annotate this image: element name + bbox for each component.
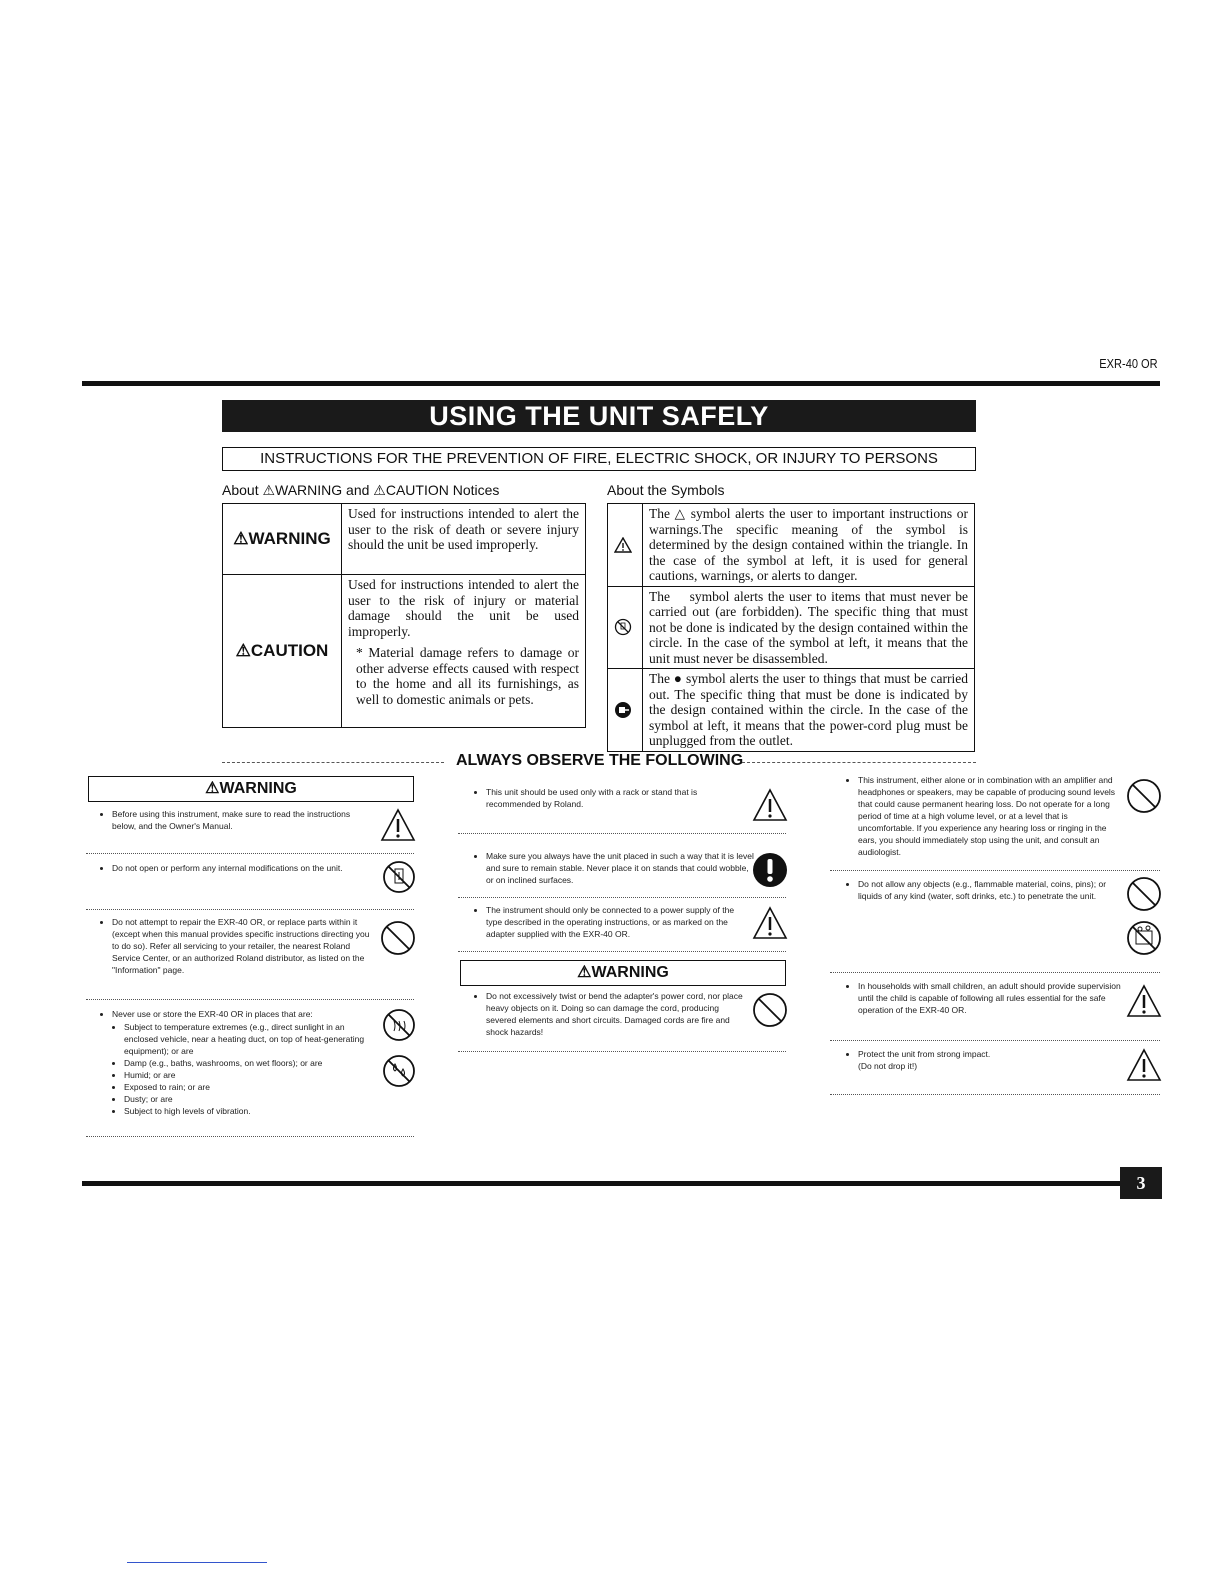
- caution-triangle-icon: ⚠: [235, 641, 251, 660]
- middle-item-4: [470, 990, 750, 1038]
- warning-label: WARNING: [248, 529, 331, 548]
- left-item-4-sub: • Subject to high levels of vibration.: [124, 1105, 376, 1117]
- no-foreign-objects-icon: [1126, 920, 1162, 956]
- symbol-dot-cell: [608, 669, 643, 752]
- warning-description: Used for instructions intended to alert the user to the risk of death or severe injury should the unit be used improperly.: [342, 504, 586, 575]
- caution-triangle-icon: [752, 788, 788, 822]
- left-item-4-sub: • Dusty; or are: [124, 1093, 376, 1105]
- left-warning-box: [88, 776, 414, 802]
- right-item-3: [842, 980, 1122, 1016]
- middle-item-1: [470, 786, 750, 810]
- left-divider-2: [86, 909, 414, 910]
- left-item-4-sub: • Subject to temperature extremes (e.g., direct sunlight in an enclosed vehicle, near a heating duct, on top of heat-generating equipment); or are: [124, 1021, 376, 1057]
- prohibited-icon: [1126, 876, 1162, 912]
- page-title: USING THE UNIT SAFELY: [222, 400, 976, 432]
- middle-item-3-text: • The instrument should only be connected to a power supply of the type described in the operating instructions, or as marked on the adapter supplied with the EXR-40 OR.: [486, 904, 750, 940]
- divider-left: [222, 762, 444, 763]
- left-item-3-text: • Do not attempt to repair the EXR-40 OR, or replace parts within it (except when this manual provides specific instructions directing you to do so). Refer all servicing to your retailer, the nearest Roland Service Center, or an authorized Roland distributor, as listed on the "Information" page.: [112, 916, 374, 976]
- left-divider-3: [86, 999, 414, 1000]
- left-item-1-text: • Before using this instrument, make sure to read the instructions below, and the Owner's Manual.: [112, 808, 368, 832]
- left-warning-label: WARNING: [219, 780, 297, 797]
- left-item-2-text: • Do not open or perform any internal modifications on the unit.: [112, 862, 368, 874]
- right-item-4: [842, 1048, 1122, 1072]
- warning-label-cell: [223, 504, 342, 575]
- symbols-table: [607, 503, 975, 752]
- left-divider-1: [86, 853, 414, 854]
- left-item-4: [96, 1008, 376, 1117]
- right-divider-3: [830, 1040, 1160, 1041]
- symbols-heading: About the Symbols: [607, 482, 725, 498]
- middle-item-2-text: • Make sure you always have the unit placed in such a way that it is level and sure to remain stable. Never place it on stands that could wobble, or on inclined surfaces.: [486, 850, 754, 886]
- page-subtitle: INSTRUCTIONS FOR THE PREVENTION OF FIRE, ELECTRIC SHOCK, OR INJURY TO PERSONS: [222, 447, 976, 471]
- middle-item-1-text: • This unit should be used only with a rack or stand that is recommended by Roland.: [486, 786, 750, 810]
- right-item-3-text: • In households with small children, an adult should provide supervision until the child is capable of following all rules essential for the safe operation of the EXR-40 OR.: [858, 980, 1122, 1016]
- left-item-4-intro: • Never use or store the EXR-40 OR in places that are:: [112, 1008, 376, 1020]
- left-item-2: [96, 862, 368, 874]
- middle-divider-4: [458, 1051, 786, 1052]
- left-item-3: [96, 916, 374, 976]
- symbol-triangle-text: The △ symbol alerts the user to important instructions or warnings.The specific meaning of the symbol is determined by the design contained within the triangle. In the case of the symbol at left, it is used for general cautions, warnings, or alerts to danger.: [643, 504, 975, 587]
- model-name: EXR-40 OR: [1099, 356, 1158, 371]
- symbol-dot-text: The ● symbol alerts the user to things that must be carried out. The specific thing that must be done is indicated by the design contained within the circle. In the case of the symbol at left, it means that the power-cord plug must be unplugged from the outlet.: [643, 669, 975, 752]
- warning-triangle-icon: ⚠: [233, 529, 249, 548]
- middle-divider-1: [458, 833, 786, 834]
- middle-divider-3: [458, 951, 786, 952]
- warning-triangle-icon: ⚠: [577, 964, 592, 981]
- top-rule: [82, 381, 1160, 386]
- warning-triangle-icon: ⚠: [205, 780, 220, 797]
- middle-warning-label: WARNING: [591, 964, 669, 981]
- right-item-1-text: • This instrument, either alone or in combination with an amplifier and headphones or speakers, may be capable of producing sound levels that could cause permanent hearing loss. Do not operate for a long period of time at a high volume level, or at a level that is uncomfortable. If you experience any hearing loss or ringing in the ears, you should immediately stop using the unit, and consult an audiologist.: [858, 774, 1122, 858]
- left-item-4-sub: • Exposed to rain; or are: [124, 1081, 376, 1093]
- notices-heading: About ⚠WARNING and ⚠CAUTION Notices: [222, 482, 500, 498]
- prohibited-icon: [380, 920, 416, 956]
- bottom-rule: [82, 1181, 1122, 1186]
- mandatory-action-icon: [752, 852, 788, 888]
- middle-item-4-text: • Do not excessively twist or bend the adapter's power cord, nor place heavy objects on it. Doing so can damage the cord, producing severed elements and short circuits. Damaged cords are fire and shock hazards!: [486, 990, 750, 1038]
- middle-warning-box: [460, 960, 786, 986]
- right-item-2-text: • Do not allow any objects (e.g., flammable material, coins, pins); or liquids of any kind (water, soft drinks, etc.) to penetrate the unit.: [858, 878, 1122, 902]
- caution-triangle-icon: [380, 808, 416, 842]
- caution-description: Used for instructions intended to alert the user to the risk of injury or material damage should the unit be used improperly.: [348, 577, 579, 639]
- left-item-4-sub: • Damp (e.g., baths, washrooms, on wet floors); or are: [124, 1057, 376, 1069]
- right-item-1: [842, 774, 1122, 858]
- prohibited-icon: [752, 992, 788, 1028]
- caution-triangle-icon: [614, 537, 632, 553]
- caution-label: CAUTION: [250, 641, 329, 660]
- no-disassembly-icon: [382, 860, 416, 894]
- left-item-1: [96, 808, 368, 832]
- right-item-4-line1: Protect the unit from strong impact.: [858, 1049, 991, 1059]
- no-heat-icon: [382, 1008, 416, 1042]
- right-divider-2: [830, 972, 1160, 973]
- middle-divider-2: [458, 897, 786, 898]
- right-item-4-line2: (Do not drop it!): [858, 1061, 918, 1071]
- no-water-icon: [382, 1054, 416, 1088]
- symbol-circle-cell: [608, 586, 643, 669]
- page-number: 3: [1120, 1167, 1162, 1199]
- unplug-icon: [614, 701, 632, 719]
- caution-label-cell: [223, 575, 342, 728]
- right-divider-4: [830, 1094, 1160, 1095]
- notices-table: [222, 503, 586, 728]
- caution-triangle-icon: [1126, 984, 1162, 1018]
- middle-item-2: [470, 850, 754, 886]
- prohibited-icon: [1126, 778, 1162, 814]
- footer-line: [127, 1562, 267, 1563]
- caution-triangle-icon: [1126, 1048, 1162, 1082]
- caution-triangle-icon: [752, 906, 788, 940]
- always-observe-heading: ALWAYS OBSERVE THE FOLLOWING: [456, 752, 744, 769]
- caution-description-cell: [342, 575, 586, 728]
- caution-note: * Material damage refers to damage or other adverse effects caused with respect to the home and all its furnishings, as well to domestic animals or pets.: [356, 645, 579, 707]
- middle-item-3: [470, 904, 750, 940]
- divider-right: [742, 762, 976, 763]
- symbol-circle-text: The ⃠ symbol alerts the user to items that must never be carried out (are forbidden). The specific thing that must not be done is indicated by the design contained within the circle. In the case of the symbol at left, it means that the unit must never be disassembled.: [643, 586, 975, 669]
- left-item-4-sub: • Humid; or are: [124, 1069, 376, 1081]
- no-disassembly-icon: [614, 618, 632, 636]
- symbol-triangle-cell: [608, 504, 643, 587]
- left-divider-4: [86, 1136, 414, 1137]
- right-item-2: [842, 878, 1122, 902]
- right-item-4-text: [858, 1048, 1122, 1072]
- right-divider-1: [830, 870, 1160, 871]
